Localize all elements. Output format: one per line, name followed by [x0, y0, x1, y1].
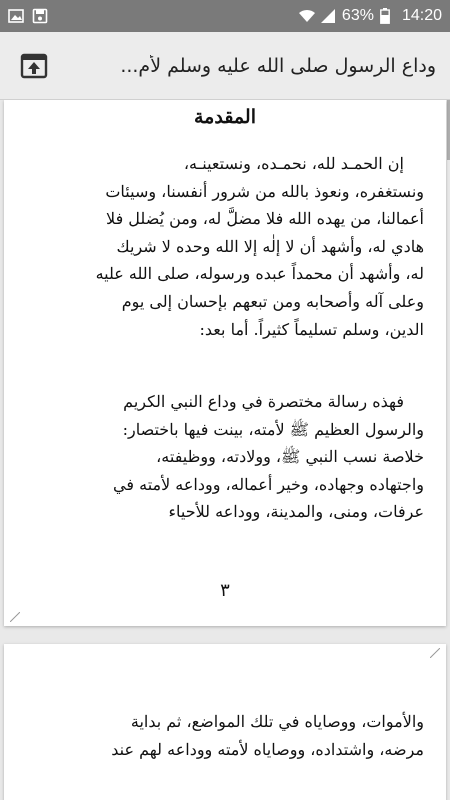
text-line: والرسول العظيم ﷺ لأمته، بينت فيها باختصار: [122, 419, 424, 439]
page-number: ٣ [220, 580, 230, 601]
paragraph-intro [32, 150, 424, 343]
paragraph-continued [32, 708, 424, 763]
text-line: له، وأشهد أن محمداً عبده ورسوله، صلى الله عليه [95, 264, 424, 284]
pdf-page [4, 100, 446, 626]
text-line: أعمالنا، من يهده الله فلا مضلَّ له، ومن يُضلل فلا [106, 209, 424, 229]
status-bar [0, 0, 450, 32]
text-line: وعلى آله وأصحابه ومن تبعهم بإحسان إلى يوم [121, 291, 424, 311]
text-line: والأموات، ووصاياه في تلك المواضع، ثم بداية [130, 712, 424, 731]
signal-icon [320, 8, 336, 24]
text-line: مرضه، واشتداده، ووصاياه لأمته ووداعه لهم عند [111, 739, 424, 759]
text-line: ونستغفره، ونعوذ بالله من شرور أنفسنا، وسيئات [105, 181, 424, 201]
battery-percent: 63% [341, 7, 374, 24]
status-bar-left [8, 8, 48, 24]
pdf-viewer[interactable] [0, 100, 450, 800]
open-in-app-button[interactable] [14, 46, 54, 86]
page-corner-mark [430, 648, 440, 658]
open-in-app-icon [20, 52, 48, 80]
text-line: عرفات، ومنى، والمدينة، ووداعه للأحياء [168, 502, 424, 522]
image-icon [8, 8, 24, 24]
status-bar-right [298, 7, 442, 25]
text-line: خلاصة نسب النبي ﷺ، وولادته، ووظيفته، [156, 447, 424, 467]
clock: 14:20 [401, 7, 442, 24]
text-line: هادي له، وأشهد أن لا إلٰه إلا الله وحده لا شريك [116, 236, 424, 256]
text-line: الدين، وسلم تسليماً كثيراً. أما بعد: [199, 319, 424, 339]
text-line: واجتهاده وجهاده، وخير أعماله، ووداعه لأمته في [113, 474, 424, 494]
text-line: فهذه رسالة مختصرة في وداع النبي الكريم [123, 392, 404, 411]
pdf-page [4, 644, 446, 800]
page-corner-mark [10, 612, 20, 622]
battery-icon [380, 8, 396, 24]
document-title: وداع الرسول صلى الله عليه وسلم لأم... [120, 54, 436, 77]
page-heading: المقدمة [193, 106, 256, 128]
save-icon [32, 8, 48, 24]
wifi-icon [298, 8, 314, 24]
text-line: إن الحمـد لله، نحمـده، ونستعينـه، [183, 154, 404, 173]
paragraph-summary [32, 388, 424, 526]
app-toolbar [0, 32, 450, 100]
